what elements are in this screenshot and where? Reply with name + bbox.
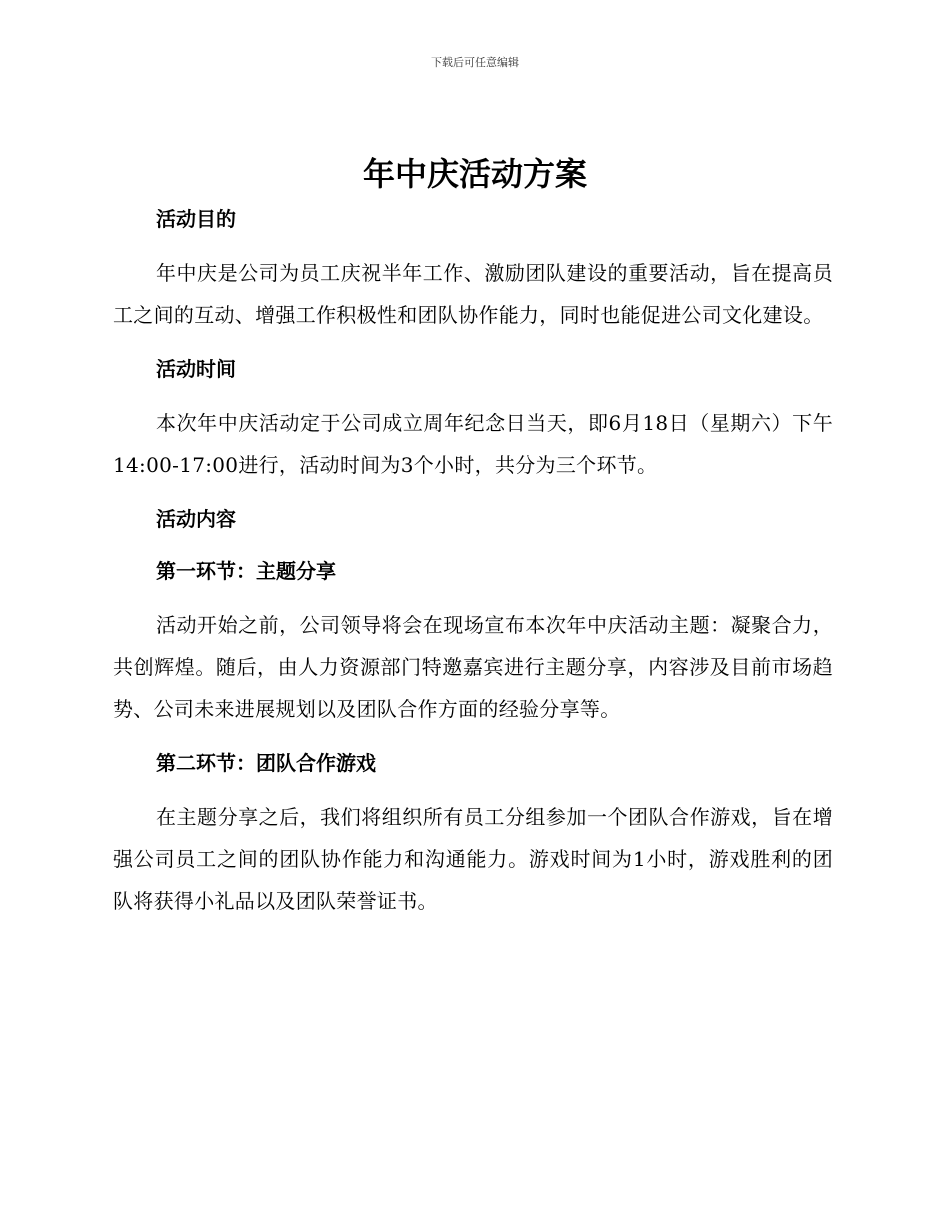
document-title: 年中庆活动方案 [362, 155, 587, 193]
heading-part-two: 第二环节：团队合作游戏 [156, 751, 376, 775]
paragraph-time: 本次年中庆活动定于公司成立周年纪念日当天，即6月18日（星期六）下午14:00-17:00进行，活动时间为3个小时，共分为三个环节。 [113, 411, 833, 477]
header-note: 下载后可任意编辑 [431, 56, 519, 69]
document-body [113, 200, 833, 936]
heading-time: 活动时间 [156, 357, 236, 381]
heading-purpose: 活动目的 [156, 207, 236, 231]
heading-part-one: 第一环节：主题分享 [156, 559, 336, 583]
paragraph-part-two: 在主题分享之后，我们将组织所有员工分组参加一个团队合作游戏，旨在增强公司员工之间的团队协作能力和沟通能力。游戏时间为1小时，游戏胜利的团队将获得小礼品以及团队荣誉证书。 [113, 805, 833, 913]
heading-content: 活动内容 [156, 507, 236, 531]
paragraph-part-one: 活动开始之前，公司领导将会在现场宣布本次年中庆活动主题：凝聚合力，共创辉煌。随后，由人力资源部门特邀嘉宾进行主题分享，内容涉及目前市场趋势、公司未来进展规划以及团队合作方面的经验分享等。 [113, 613, 833, 721]
paragraph-purpose: 年中庆是公司为员工庆祝半年工作、激励团队建设的重要活动，旨在提高员工之间的互动、增强工作积极性和团队协作能力，同时也能促进公司文化建设。 [113, 261, 833, 327]
